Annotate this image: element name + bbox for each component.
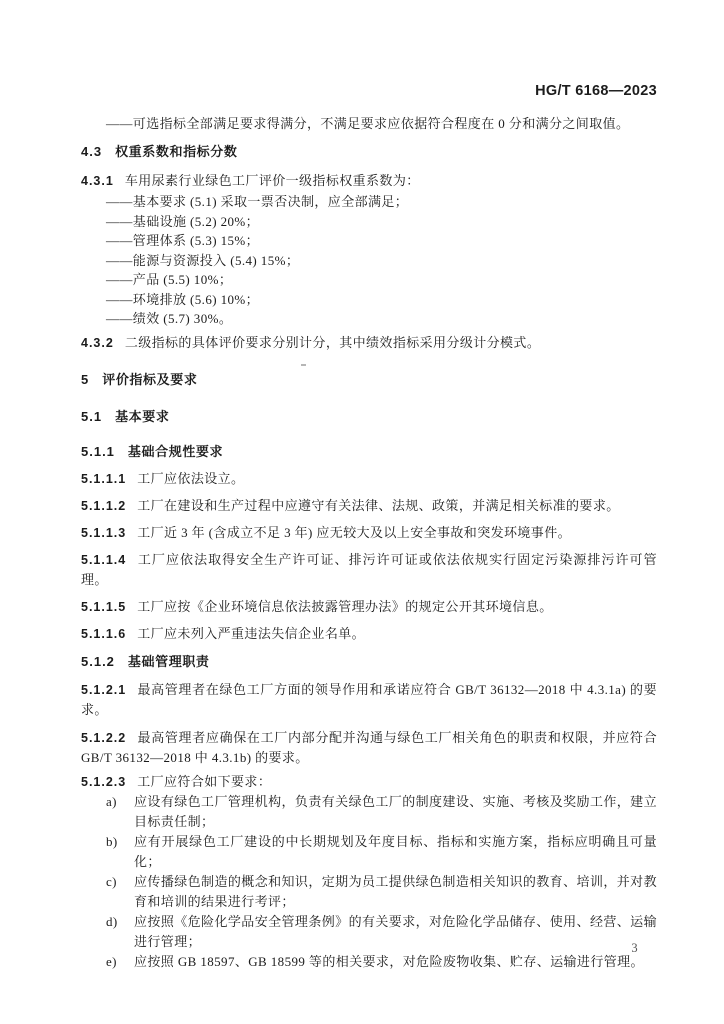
clause-5-1-2-3 <box>81 772 657 792</box>
requirement-list <box>81 792 657 972</box>
clause-text: 工厂应依法取得安全生产许可证、排污许可证或依法依规实行固定污染源排污许可管理。 <box>81 551 657 587</box>
item-marker: d) <box>106 913 118 929</box>
weight-item: ——管理体系 (5.3) 15%； <box>106 233 260 248</box>
item-marker: c) <box>106 873 117 889</box>
heading-title: 基础合规性要求 <box>127 443 224 459</box>
clause-number: 5.1.2.3 <box>81 774 127 789</box>
heading-number: 4.3 <box>81 144 103 159</box>
clause-5-1-1-4 <box>81 550 657 590</box>
clause-text: 工厂近 3 年 (含成立不足 3 年) 应无较大及以上安全事故和突发环境事件。 <box>137 524 571 540</box>
weight-item: ——基本要求 (5.1) 采取一票否决制，应全部满足； <box>106 194 409 209</box>
clause-number: 5.1.1.1 <box>81 471 127 486</box>
clause-text: 工厂应符合如下要求： <box>137 773 272 789</box>
heading-5-1-2 <box>81 652 657 672</box>
page-number: 3 <box>631 941 638 955</box>
heading-number: 5.1.2 <box>81 653 115 669</box>
weight-item: ——环境排放 (5.6) 10%； <box>106 291 260 307</box>
clause-number: 5.1.1.4 <box>81 552 127 567</box>
heading-number: 5 <box>81 371 90 387</box>
clause-text: 最高管理者在绿色工厂方面的领导作用和承诺应符合 GB/T 36132—2018 中 4.3.1a) 的要求。 <box>81 681 657 717</box>
requirement-item-b <box>106 832 657 872</box>
item-text: 应按照《危险化学品安全管理条例》的有关要求，对危险化学品储存、使用、经营、运输进行管理； <box>134 913 657 949</box>
clause-number: 5.1.1.2 <box>81 498 127 513</box>
clause-5-1-2-1 <box>81 680 657 720</box>
item-text: 应有开展绿色工厂建设的中长期规划及年度目标、指标和实施方案，指标应明确且可量化； <box>134 833 657 869</box>
clause-number: 5.1.1.5 <box>81 599 127 614</box>
item-text: 应传播绿色制造的概念和知识，定期为员工提供绿色制造相关知识的教育、培训，并对教育和培训的结果进行考评； <box>134 873 657 909</box>
item-text: 应设有绿色工厂管理机构，负责有关绿色工厂的制度建设、实施、考核及奖励工作，建立目标责任制； <box>134 793 657 829</box>
weight-item: ——基础设施 (5.2) 20%； <box>106 213 260 229</box>
clause-text: 车用尿素行业绿色工厂评价一级指标权重系数为： <box>124 173 420 188</box>
clause-4-3-1 <box>81 171 657 191</box>
heading-5-1 <box>81 407 657 427</box>
clause-text: 工厂在建设和生产过程中应遵守有关法律、法规、政策，并满足相关标准的要求。 <box>137 497 620 513</box>
weight-item: ——绩效 (5.7) 30%。 <box>106 311 233 326</box>
clause-5-1-1-2 <box>81 496 657 516</box>
clause-text: 工厂应按《企业环境信息依法披露管理办法》的规定公开其环境信息。 <box>137 598 553 614</box>
item-marker: b) <box>106 833 118 849</box>
weight-factor-list <box>81 192 657 329</box>
item-marker: a) <box>106 793 117 809</box>
weight-item: ——能源与资源投入 (5.4) 15%； <box>106 252 300 268</box>
heading-number: 5.1.1 <box>81 443 115 459</box>
requirement-item-c <box>106 872 657 912</box>
requirement-item-e <box>106 952 657 972</box>
clause-4-3-2 <box>81 333 657 353</box>
heading-number: 5.1 <box>81 408 103 424</box>
requirement-item-a <box>106 792 657 832</box>
clause-text: 最高管理者应确保在工厂内部分配并沟通与绿色工厂相关角色的职责和权限，并应符合 GB/T 36132—2018 中 4.3.1b) 的要求。 <box>81 729 657 765</box>
clause-text: 工厂应未列入严重违法失信企业名单。 <box>137 625 366 641</box>
running-header <box>81 84 657 99</box>
item-marker: e) <box>106 953 117 969</box>
clause-number: 4.3.2 <box>81 335 114 350</box>
clause-text: 二级指标的具体评价要求分别计分，其中绩效指标采用分级计分模式。 <box>124 334 541 350</box>
clause-5-1-1-6 <box>81 624 657 644</box>
scan-artifact <box>301 364 306 366</box>
heading-5 <box>81 370 657 390</box>
standard-number: HG/T 6168—2023 <box>535 83 657 99</box>
clause-number: 4.3.1 <box>81 174 114 188</box>
intro-dash-line: ——可选指标全部满足要求得满分，不满足要求应依据符合程度在 0 分和满分之间取值。 <box>106 116 630 131</box>
heading-title: 基础管理职责 <box>127 653 210 669</box>
clause-number: 5.1.1.3 <box>81 525 127 540</box>
item-text: 应按照 GB 18597、GB 18599 等的相关要求，对危险废物收集、贮存、运输进行管理。 <box>134 953 644 969</box>
clause-5-1-1-5 <box>81 597 657 617</box>
clause-number: 5.1.2.1 <box>81 682 127 697</box>
heading-5-1-1 <box>81 442 657 462</box>
heading-title: 权重系数和指标分数 <box>115 144 238 159</box>
clause-5-1-1-1 <box>81 469 657 489</box>
heading-4-3 <box>81 142 657 162</box>
heading-title: 基本要求 <box>115 408 170 424</box>
weight-item: ——产品 (5.5) 10%； <box>106 272 233 287</box>
clause-5-1-2-2 <box>81 728 657 768</box>
clause-text: 工厂应依法设立。 <box>137 470 245 486</box>
clause-5-1-1-3 <box>81 523 657 543</box>
heading-title: 评价指标及要求 <box>102 371 198 387</box>
clause-number: 5.1.2.2 <box>81 730 127 745</box>
clause-number: 5.1.1.6 <box>81 626 127 641</box>
requirement-item-d <box>106 912 657 952</box>
